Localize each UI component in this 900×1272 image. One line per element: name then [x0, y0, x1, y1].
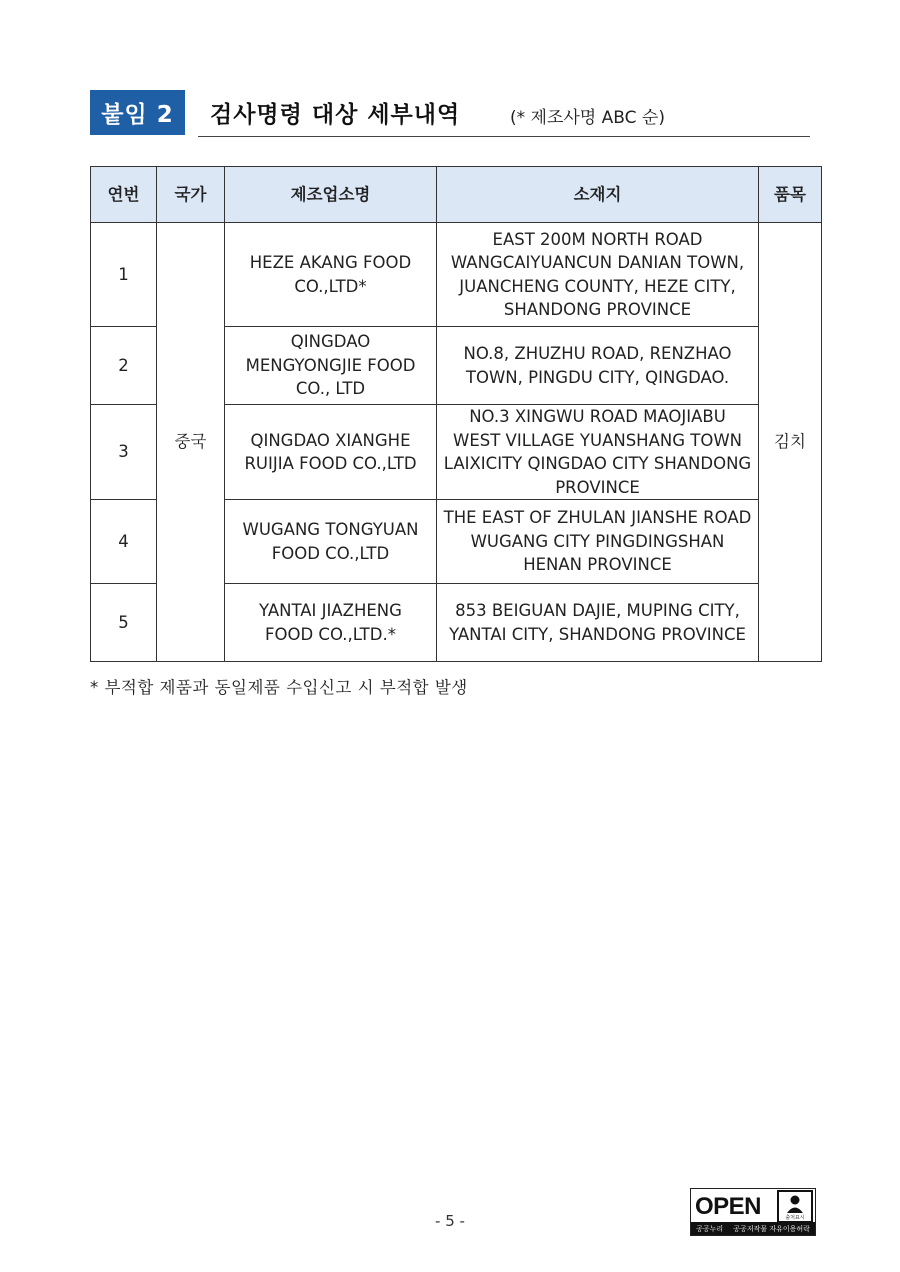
kogl-open-logo: [690, 1188, 816, 1236]
manufacturer-address: THE EAST OF ZHULAN JIANSHE ROAD WUGANG CITY PINGDINGSHAN HENAN PROVINCE: [437, 500, 759, 584]
manufacturer-name: WUGANG TONGYUAN FOOD CO.,LTD: [225, 500, 437, 584]
table-header-row: [91, 167, 822, 223]
document-title-row: [90, 88, 810, 138]
table-row: [91, 223, 822, 327]
title-underline: [198, 136, 810, 137]
open-logo-word: OPEN: [695, 1192, 762, 1220]
manufacturer-name: QINGDAO MENGYONGJIE FOOD CO., LTD: [225, 327, 437, 405]
manufacturer-name: HEZE AKANG FOOD CO.,LTD*: [225, 223, 437, 327]
attribution-icon: [777, 1190, 813, 1223]
manufacturer-address: EAST 200M NORTH ROAD WANGCAIYUANCUN DANIAN TOWN, JUANCHENG COUNTY, HEZE CITY, SHANDONG PROVINCE: [437, 223, 759, 327]
col-header-country: 국가: [157, 167, 225, 223]
col-header-address: 소재지: [437, 167, 759, 223]
row-no: 5: [91, 584, 157, 662]
manufacturer-address: 853 BEIGUAN DAJIE, MUPING CITY, YANTAI CITY, SHANDONG PROVINCE: [437, 584, 759, 662]
col-header-item: 품목: [759, 167, 822, 223]
col-header-no: 연번: [91, 167, 157, 223]
item-cell: 김치: [759, 223, 822, 662]
country-cell: 중국: [157, 223, 225, 662]
footnote: * 부적합 제품과 동일제품 수입신고 시 부적합 발생: [90, 678, 468, 697]
row-no: 2: [91, 327, 157, 405]
page-title: 검사명령 대상 세부내역: [210, 102, 461, 128]
row-no: 3: [91, 405, 157, 500]
row-no: 1: [91, 223, 157, 327]
manufacturer-address: NO.3 XINGWU ROAD MAOJIABU WEST VILLAGE YUANSHANG TOWN LAIXICITY QINGDAO CITY SHANDONG PROVINCE: [437, 405, 759, 500]
page-number: - 5 -: [435, 1212, 465, 1230]
title-note: (* 제조사명 ABC 순): [510, 108, 665, 128]
attribution-label: 출처표시: [785, 1215, 805, 1221]
manufacturer-name: YANTAI JIAZHENG FOOD CO.,LTD.*: [225, 584, 437, 662]
open-logo-right-text: 공공저작물 자유이용허락: [733, 1224, 810, 1233]
open-logo-left-text: 공공누리: [696, 1224, 724, 1233]
row-no: 4: [91, 500, 157, 584]
manufacturer-name: QINGDAO XIANGHE RUIJIA FOOD CO.,LTD: [225, 405, 437, 500]
attachment-badge: 붙임 2: [90, 90, 185, 135]
manufacturer-address: NO.8, ZHUZHU ROAD, RENZHAO TOWN, PINGDU CITY, QINGDAO.: [437, 327, 759, 405]
col-header-manufacturer: 제조업소명: [225, 167, 437, 223]
inspection-table: [90, 166, 822, 662]
